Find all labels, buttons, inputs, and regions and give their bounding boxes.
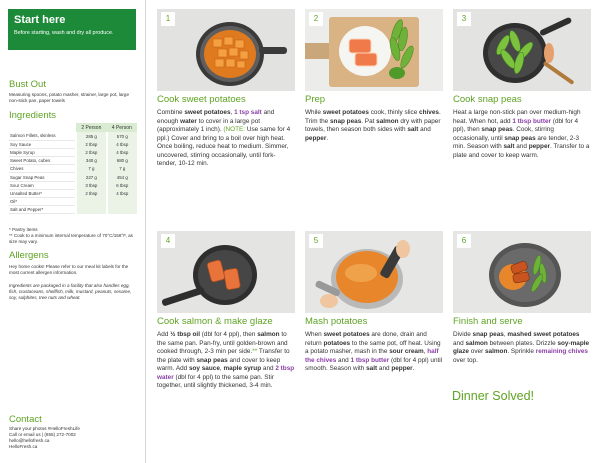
qty-2-person — [76, 206, 106, 214]
ingredient-highlight: chives — [419, 109, 439, 116]
instruction-text: to cover in a large pot (approximately 1 inch). — [157, 117, 261, 133]
instruction-text: between plates. Drizzle — [487, 339, 558, 347]
qty-2-person: 227 g — [76, 173, 106, 181]
ingredient-row — [9, 148, 137, 156]
qty-4-person — [107, 198, 137, 206]
ingredient-highlight: sweet potatoes — [322, 109, 369, 116]
instruction-text: (dbl for 4 ppl), then — [199, 331, 258, 338]
instruction-text: and — [514, 143, 529, 150]
quantity-highlight: 2 tbsp water — [157, 365, 295, 381]
step-2-number: 2 — [309, 12, 323, 26]
instruction-text: , — [503, 331, 508, 338]
instruction-text: over top. — [453, 356, 478, 364]
qty-4-person: 570 g — [107, 132, 137, 140]
ingredient-highlight: salt — [503, 143, 515, 150]
step-1-photo — [157, 9, 295, 91]
ingredient-highlight: soy sauce — [188, 365, 220, 372]
step-1-title: Cook sweet potatoes — [157, 94, 246, 105]
instruction-text: cook, thinly slice — [368, 109, 420, 116]
step-2-photo — [305, 9, 443, 91]
ingredient-highlight: salt — [407, 126, 419, 133]
qty-2-person: 340 g — [76, 157, 106, 165]
instruction-text: . Cook, stirring occasionally, until — [453, 126, 554, 142]
instruction-text: Add — [157, 331, 171, 338]
ingredient-name: Soy Sauce — [9, 140, 76, 148]
qty-2-person: 2 tbsp — [76, 148, 106, 156]
instruction-text: and enough — [157, 109, 275, 125]
ingredient-highlight: snap peas — [472, 331, 504, 338]
ingredient-highlight: sweet potatoes — [184, 109, 231, 116]
instruction-text: and cover to keep warm. Add — [157, 356, 281, 372]
step-6-number: 6 — [457, 234, 471, 248]
ingredient-highlight: pepper — [305, 134, 327, 142]
quantity-highlight: 1 tbsp butter — [512, 117, 552, 125]
instruction-text: are tender, 2-3 min. Season with — [453, 134, 579, 150]
ingredient-highlight: ½ tbsp oil — [170, 331, 200, 338]
qty-4-person: 6 tbsp — [107, 181, 137, 189]
allergens-note: Ingredients are packaged in a facility that also handles egg, fish, crustaceans, shellfish, milk, mustard, peanuts, sesame, soy, sulphites, tree nuts and wheat. — [9, 283, 132, 300]
instruction-text: , — [423, 348, 428, 355]
instruction-text: . Transfer to a plate and cover to keep warm. — [453, 143, 590, 159]
ingredient-notes — [9, 227, 137, 245]
contact-website[interactable]: HelloFresh.ca — [9, 444, 38, 449]
quantity-highlight: half the chives — [305, 348, 439, 364]
temperature-note: ** Cook to a minimum internal temperature of 70°C/158°F, as size may vary. — [9, 233, 133, 244]
instruction-text: Use same for 4 ppl.) Cover and bring to a boil over high heat. Once boiling, reduce heat to medium. Simmer, uncovered, stirring occasionally, until fork-tender, 10-12 min. — [157, 126, 291, 167]
start-here-box — [8, 9, 136, 50]
start-here-title: Start here — [14, 14, 66, 26]
contact-email[interactable]: hello@hellofresh.ca — [9, 438, 50, 443]
step-5-number: 5 — [309, 234, 323, 248]
instruction-text: Divide — [453, 331, 473, 338]
allergens-text: Hey home cooks! Please refer to our meal kit labels for the most current allergen information. — [9, 264, 129, 275]
qty-4-person: 7 g — [107, 165, 137, 173]
ingredient-row — [9, 132, 137, 140]
instruction-text: Combine — [157, 109, 185, 116]
ingredient-highlight: salmon — [484, 348, 508, 355]
sidebar — [0, 0, 146, 463]
ingredient-row — [9, 206, 137, 214]
instruction-text: (dbl for 4 ppl) to the same pan. Stir together, until slightly thickened, 3-4 min. — [157, 373, 274, 389]
step-4-photo — [157, 231, 295, 313]
qty-2-person: 285 g — [76, 132, 106, 140]
quantity-highlight: 1 tsp salt — [234, 109, 262, 116]
ingredient-highlight: snap peas — [329, 117, 362, 125]
contact-title: Contact — [9, 414, 42, 425]
ingredient-name: Unsalted Butter* — [9, 189, 76, 197]
step-5-text — [305, 331, 443, 374]
ingredient-highlight: salmon — [376, 117, 399, 125]
instruction-text: dry with paper towels, then season both sides with — [305, 117, 441, 133]
ingredient-row — [9, 173, 137, 181]
ingredient-highlight: snap peas — [196, 356, 228, 364]
instruction-text: . Trim the — [305, 109, 441, 125]
step-6-text — [453, 331, 591, 365]
qty-4-person: 454 g — [107, 173, 137, 181]
ingredient-name: Salt and Pepper* — [9, 206, 76, 214]
step-5-photo — [305, 231, 443, 313]
ingredient-name: Oil* — [9, 198, 76, 206]
pantry-note: * Pantry items — [9, 227, 38, 232]
instruction-text: and — [336, 356, 351, 364]
ingredients-title: Ingredients — [9, 110, 57, 121]
instruction-text: to the same pot, off heat. Using a potato masher, mash in the — [305, 339, 441, 355]
instruction-text: Heat a large non-stick pan over medium-high heat. When hot, add — [453, 109, 581, 125]
qty-2-person — [76, 198, 106, 206]
ingredient-highlight: snap peas — [504, 134, 536, 142]
qty-4-person: 680 g — [107, 157, 137, 165]
start-here-text: Before starting, wash and dry all produce. — [14, 30, 114, 36]
ingredient-name: Salmon Fillets, skinless — [9, 132, 76, 140]
header-2-person: 2 Person — [76, 123, 106, 132]
step-6-photo — [453, 231, 591, 313]
ingredient-highlight: pepper — [528, 143, 550, 150]
ingredient-row — [9, 189, 137, 197]
instruction-text: and — [453, 339, 466, 347]
ingredient-highlight: snap peas — [481, 126, 513, 133]
ingredient-row — [9, 181, 137, 189]
quantity-highlight: remaining — [535, 348, 567, 355]
qty-4-person — [107, 206, 137, 214]
instruction-text: to the same pan. Pan-fry, until golden-brown and cooked through, 2-3 min per side. — [157, 331, 288, 355]
qty-4-person: 4 tbsp — [107, 189, 137, 197]
instruction-text: over — [468, 348, 485, 355]
ingredient-name: Maple Syrup — [9, 148, 76, 156]
step-5-title: Mash potatoes — [305, 316, 368, 327]
ingredient-highlight: mashed sweet potatoes — [507, 331, 580, 338]
ingredient-name: Sour Cream — [9, 181, 76, 189]
qty-2-person: 2 tbsp — [76, 189, 106, 197]
instruction-text: and — [377, 365, 392, 372]
step-1-text — [157, 109, 295, 169]
step-6-title: Finish and serve — [453, 316, 523, 327]
instruction-text: are done, drain and return — [305, 331, 427, 347]
bust-out-text: Measuring spoons, potato masher, strainer, large pot, large non-stick pan, paper towels — [9, 92, 130, 103]
step-4-number: 4 — [161, 234, 175, 248]
step-3-photo — [453, 9, 591, 91]
instruction-text: and — [261, 365, 276, 372]
ingredient-name: Sweet Potato, cubes — [9, 157, 76, 165]
instruction-text: (dbl for 4 ppl), then — [453, 117, 579, 133]
qty-2-person: 2 tbsp — [76, 140, 106, 148]
step-3-title: Cook snap peas — [453, 94, 522, 105]
ingredient-row — [9, 165, 137, 173]
header-4-person: 4 Person — [107, 123, 137, 132]
step-3-text — [453, 109, 591, 160]
contact-social: Share your photos #HelloFreshLife — [9, 426, 80, 431]
step-2-text — [305, 109, 443, 143]
instruction-text: Transfer to the plate with — [157, 348, 290, 364]
note-highlight: ** — [252, 348, 258, 355]
ingredient-highlight: pepper — [391, 365, 413, 372]
instruction-text: When — [305, 331, 324, 338]
qty-2-person: 3 tbsp — [76, 181, 106, 189]
instruction-text: . — [326, 134, 329, 142]
ingredient-highlight: salmon — [257, 331, 280, 338]
ingredient-highlight: water — [180, 117, 197, 125]
quantity-highlight: 1 tbsp butter — [350, 356, 390, 364]
ingredient-highlight: sour cream — [389, 348, 424, 355]
contact-info — [9, 426, 137, 450]
bust-out-title: Bust Out — [9, 79, 46, 90]
ingredient-highlight: maple syrup — [223, 365, 262, 372]
step-4-title: Cook salmon & make glaze — [157, 316, 273, 327]
step-3-number: 3 — [457, 12, 471, 26]
ingredient-highlight: soy-maple glaze — [453, 339, 590, 355]
step-4-text — [157, 331, 295, 391]
allergens-title: Allergens — [9, 250, 49, 261]
ingredient-row — [9, 140, 137, 148]
dinner-solved-text: Dinner Solved! — [452, 389, 534, 403]
instruction-text: . Sprinkle — [507, 348, 536, 355]
ingredient-highlight: sweet potatoes — [323, 331, 370, 338]
qty-2-person: 7 g — [76, 165, 106, 173]
qty-4-person: 4 tbsp — [107, 148, 137, 156]
ingredient-highlight: salmon — [465, 339, 488, 347]
ingredient-name: Chives — [9, 165, 76, 173]
instruction-text: , — [219, 365, 224, 372]
ingredient-row — [9, 198, 137, 206]
ingredient-highlight: salt — [366, 365, 378, 372]
contact-phone: Call or email us | (855) 272-7002 — [9, 432, 76, 437]
step-1-number: 1 — [161, 12, 175, 26]
ingredient-name: Sugar Snap Peas — [9, 173, 76, 181]
quantity-highlight: chives — [568, 348, 588, 355]
instruction-text: (dbl for 4 ppl) until smooth. Season with — [305, 356, 443, 372]
instruction-text: . — [412, 365, 415, 372]
ingredient-highlight: potatoes — [323, 339, 351, 347]
step-2-title: Prep — [305, 94, 326, 105]
ingredients-table — [9, 123, 137, 214]
instruction-text: . Pat — [361, 117, 377, 125]
qty-4-person: 4 tbsp — [107, 140, 137, 148]
instruction-text: and — [418, 126, 431, 133]
instruction-text: , — [230, 109, 235, 116]
ingredient-row — [9, 157, 137, 165]
note-highlight: (NOTE: — [223, 126, 247, 133]
instruction-text: While — [305, 109, 323, 116]
